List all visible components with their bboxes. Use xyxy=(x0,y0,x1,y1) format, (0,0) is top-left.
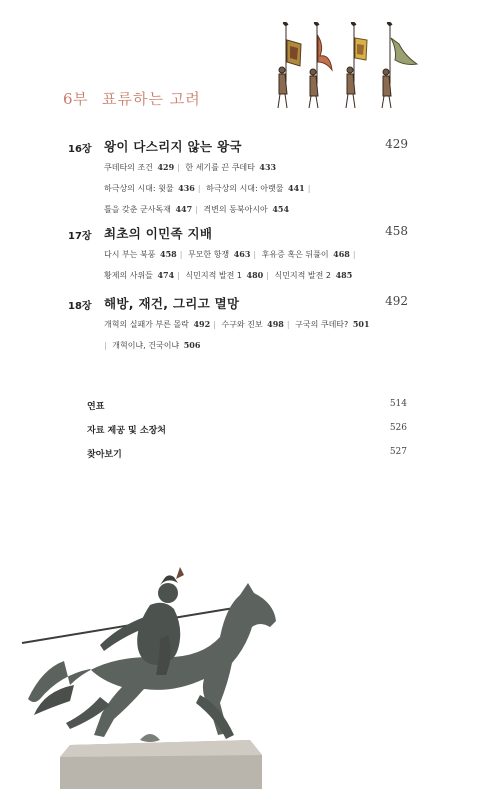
chapter-page: 492 xyxy=(385,294,408,308)
section-title: 구국의 쿠데타? xyxy=(295,320,349,329)
section-line: 틀을 갖춘 군사독재 447 | 격변의 동북아시아 454 xyxy=(104,204,290,214)
section-page: 480 xyxy=(246,270,264,280)
section-title: 개혁의 실패가 부른 몰락 xyxy=(104,320,189,329)
chapter-title: 최초의 이민족 지배 xyxy=(104,226,213,241)
section-page: 454 xyxy=(272,204,290,214)
section-line: 하극상의 시대: 윗물 436 | 하극상의 시대: 아랫물 441 | xyxy=(104,183,311,193)
chapter-number: 17장 xyxy=(68,231,92,242)
chapter-18 xyxy=(68,294,408,356)
chapter-number: 16장 xyxy=(68,144,92,155)
back-matter-page: 514 xyxy=(389,399,407,409)
section-page: 441 xyxy=(288,183,305,193)
flag-bearers-image xyxy=(272,22,422,114)
section-page: 429 xyxy=(157,162,175,172)
section-page: 468 xyxy=(333,249,350,259)
section-page: 458 xyxy=(160,249,177,259)
chapter-17 xyxy=(68,224,408,286)
back-matter-item xyxy=(87,423,407,447)
section-title: 한 세기를 끈 쿠데타 xyxy=(185,163,255,172)
back-matter-page: 526 xyxy=(389,423,407,433)
section-title: 다시 부는 북풍 xyxy=(104,250,156,259)
section-title: 후유증 혹은 뒤풀이 xyxy=(261,250,329,259)
section-line: 쿠데타의 조건 429 | 한 세기를 끈 쿠데타 433 xyxy=(104,162,277,172)
equestrian-statue-image xyxy=(0,535,300,789)
section-page: 436 xyxy=(178,183,195,193)
chapter-16 xyxy=(68,137,408,220)
section-page: 474 xyxy=(157,270,175,280)
section-line: 다시 부는 북풍 458 | 무모한 항쟁 463 | 후유증 혹은 뒤풀이 468 | xyxy=(104,249,356,259)
back-matter-title: 자료 제공 및 소장처 xyxy=(87,426,166,436)
section-page: 447 xyxy=(175,204,193,214)
back-matter xyxy=(87,399,407,471)
section-title: 하극상의 시대: 윗물 xyxy=(104,184,174,193)
section-line: 황제의 사위들 474 | 식민지적 발전 1 480 | 식민지적 발전 2 485 xyxy=(104,270,353,280)
part-heading xyxy=(63,88,201,109)
section-page: 463 xyxy=(233,249,251,259)
section-page: 433 xyxy=(259,162,277,172)
section-title: 개혁이냐, 건국이냐 xyxy=(112,341,180,350)
back-matter-title: 찾아보기 xyxy=(87,450,122,460)
chapter-number: 18장 xyxy=(68,301,92,312)
back-matter-page: 527 xyxy=(389,447,407,457)
section-title: 식민지적 발전 2 xyxy=(274,271,332,280)
section-title: 격변의 동북아시아 xyxy=(203,205,268,214)
section-page: 485 xyxy=(335,270,353,280)
chapter-title: 해방, 재건, 그리고 멸망 xyxy=(104,296,240,311)
chapter-title: 왕이 다스리지 않는 왕국 xyxy=(104,139,242,154)
section-page: 506 xyxy=(183,340,201,350)
part-number: 6부 xyxy=(63,90,89,108)
section-line: | 개혁이냐, 건국이냐 506 xyxy=(104,340,201,350)
section-title: 무모한 항쟁 xyxy=(187,250,230,259)
section-title: 수구와 진보 xyxy=(221,320,263,329)
back-matter-title: 연표 xyxy=(87,402,105,412)
chapter-page: 429 xyxy=(385,137,408,151)
section-title: 황제의 사위들 xyxy=(104,271,153,280)
section-title: 하극상의 시대: 아랫물 xyxy=(206,184,284,193)
section-page: 498 xyxy=(267,319,284,329)
chapter-page: 458 xyxy=(385,224,408,238)
back-matter-item xyxy=(87,447,407,471)
section-line: 개혁의 실패가 부른 몰락 492 | 수구와 진보 498 | 구국의 쿠데타? 501 xyxy=(104,319,370,329)
section-title: 식민지적 발전 1 xyxy=(185,271,242,280)
section-page: 492 xyxy=(193,319,211,329)
part-title: 표류하는 고려 xyxy=(102,90,201,108)
section-page: 501 xyxy=(352,319,370,329)
section-title: 틀을 갖춘 군사독재 xyxy=(104,205,171,214)
back-matter-item xyxy=(87,399,407,423)
section-title: 쿠데타의 조건 xyxy=(104,163,153,172)
